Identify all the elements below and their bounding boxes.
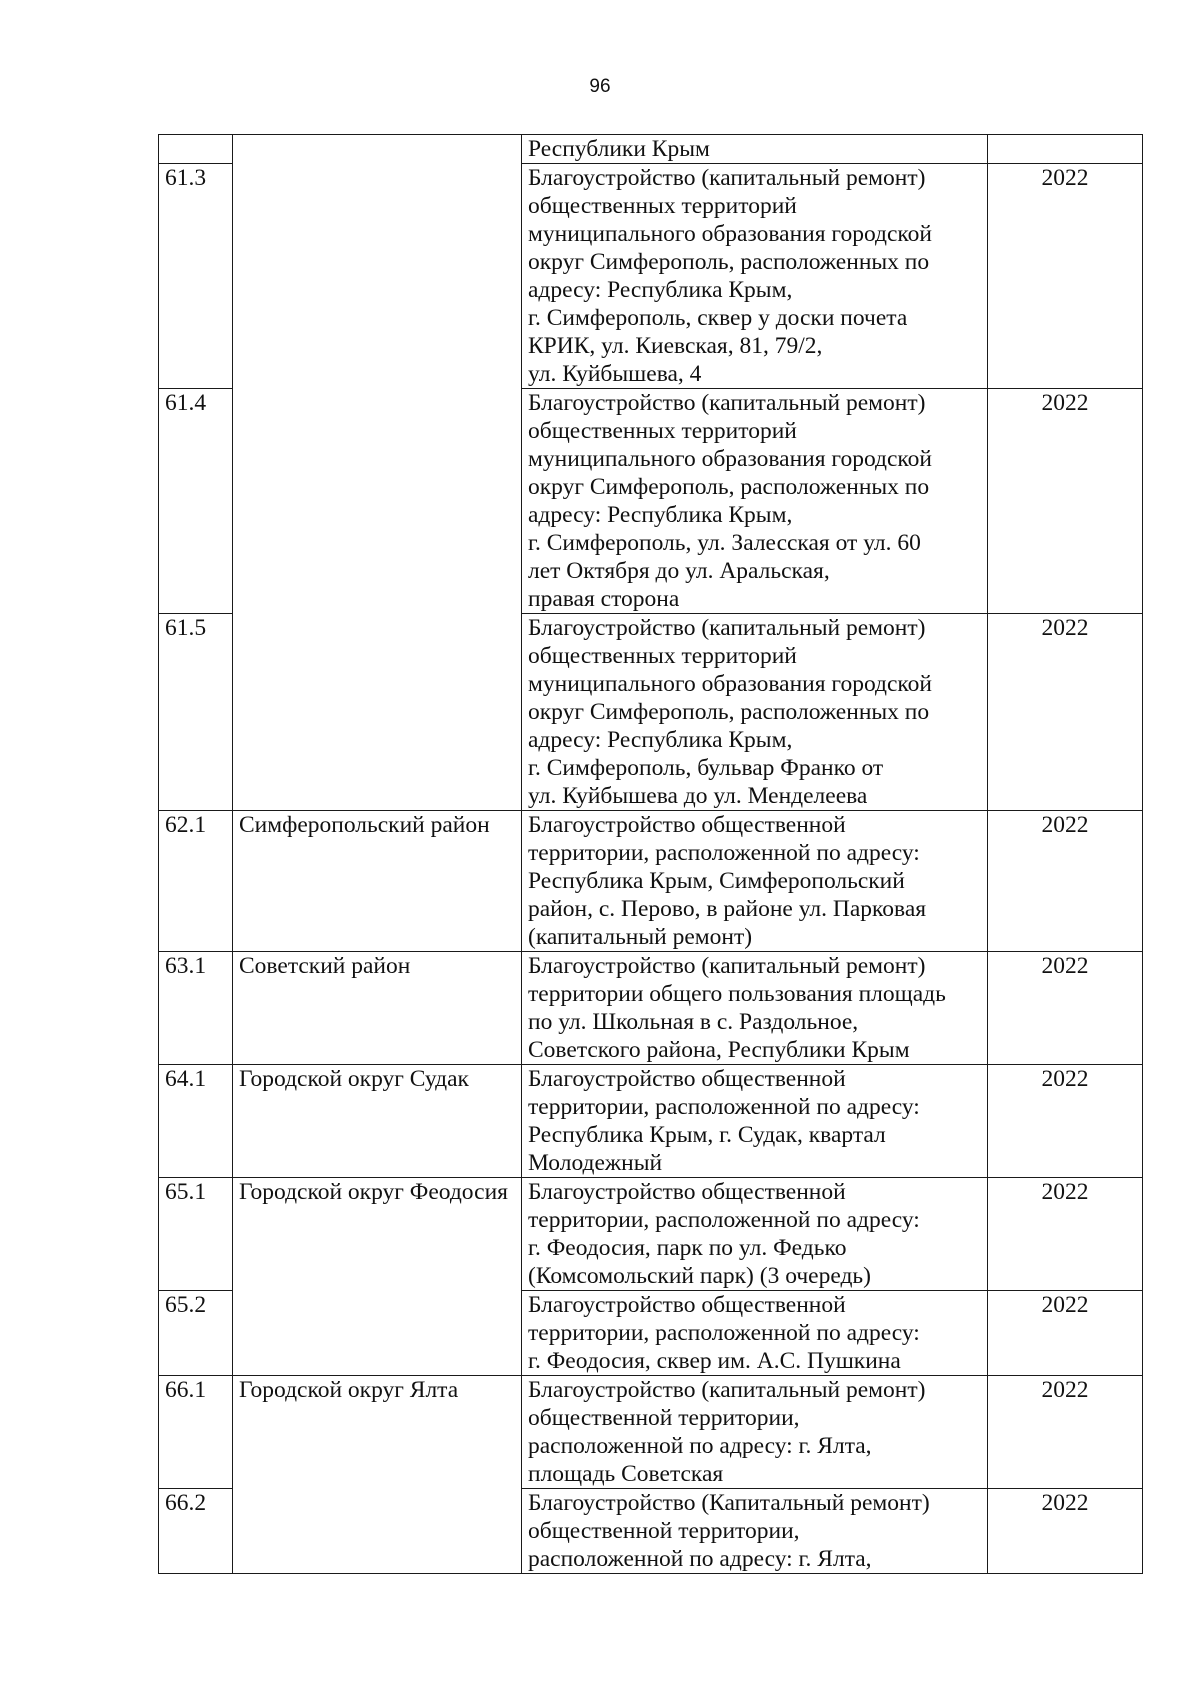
description-cell [522,1291,988,1376]
year-cell: 2022 [988,952,1143,1065]
description-line: муниципального образования городской [528,221,932,247]
row-number-cell: 62.1 [159,811,233,952]
page-number: 96 [589,76,611,97]
description-line: Республика Крым, г. Судак, квартал [528,1122,886,1148]
row-number-cell: 66.2 [159,1489,233,1574]
description-line: Благоустройство (капитальный ремонт) [528,390,926,416]
description-line: Советского района, Республики Крым [528,1037,910,1063]
district-cell: Советский район [233,952,522,1065]
row-number-cell: 61.5 [159,614,233,811]
year-cell: 2022 [988,389,1143,614]
description-line: Республика Крым, Симферопольский [528,868,905,894]
description-line: Благоустройство общественной [528,1066,846,1092]
description-line: г. Симферополь, бульвар Франко от [528,755,884,781]
description-line: Благоустройство (капитальный ремонт) [528,165,926,191]
district-cell: Симферопольский район [233,811,522,952]
year-cell: 2022 [988,1291,1143,1376]
description-line: правая сторона [528,586,680,612]
description-line: общественных территорий [528,418,797,444]
description-line: Благоустройство общественной [528,812,846,838]
table-row [159,952,1143,1065]
year-cell: 2022 [988,1376,1143,1489]
row-number-cell: 64.1 [159,1065,233,1178]
row-number-cell: 65.2 [159,1291,233,1376]
description-line: адресу: Республика Крым, [528,502,793,528]
description-line: общественных территорий [528,643,797,669]
description-line: Благоустройство (капитальный ремонт) [528,953,926,979]
description-line: территории, расположенной по адресу: [528,840,920,866]
description-line: Благоустройство (капитальный ремонт) [528,1377,926,1403]
description-line: муниципального образования городской [528,446,932,472]
description-line: расположенной по адресу: г. Ялта, [528,1546,872,1572]
year-cell: 2022 [988,1489,1143,1574]
row-number-cell: 65.1 [159,1178,233,1291]
description-line: Благоустройство общественной [528,1292,846,1318]
description-line: (капитальный ремонт) [528,924,753,950]
description-line: Молодежный [528,1150,663,1176]
description-line: КРИК, ул. Киевская, 81, 79/2, [528,333,823,359]
table-row [159,1376,1143,1489]
description-cell [522,164,988,389]
description-line: округ Симферополь, расположенных по [528,474,930,500]
description-line: Республики Крым [528,136,710,162]
row-number-cell: 61.4 [159,389,233,614]
table-row [159,1065,1143,1178]
description-line: ул. Куйбышева до ул. Менделеева [528,783,868,809]
description-line: общественных территорий [528,193,797,219]
description-cell [522,389,988,614]
district-cell: Городской округ Судак [233,1065,522,1178]
description-line: территории общего пользования площадь [528,981,946,1007]
table-body [159,135,1143,1574]
year-cell [988,135,1143,164]
description-line: г. Феодосия, парк по ул. Федько [528,1235,847,1261]
description-line: территории, расположенной по адресу: [528,1207,920,1233]
description-cell [522,1065,988,1178]
improvement-table [158,134,1143,1574]
description-cell [522,1376,988,1489]
description-line: адресу: Республика Крым, [528,277,793,303]
description-line: район, с. Перово, в районе ул. Парковая [528,896,927,922]
year-cell: 2022 [988,1065,1143,1178]
district-cell: Городской округ Феодосия [233,1178,522,1376]
description-line: г. Симферополь, сквер у доски почета [528,305,908,331]
description-line: округ Симферополь, расположенных по [528,699,930,725]
description-line: территории, расположенной по адресу: [528,1320,920,1346]
description-cell [522,1178,988,1291]
description-line: Благоустройство (капитальный ремонт) [528,615,926,641]
description-line: муниципального образования городской [528,671,932,697]
description-line: г. Симферополь, ул. Залесская от ул. 60 [528,530,921,556]
row-number-cell: 61.3 [159,164,233,389]
description-line: (Комсомольский парк) (3 очередь) [528,1263,871,1289]
description-line: Благоустройство (Капитальный ремонт) [528,1490,930,1516]
description-cell [522,811,988,952]
row-number-cell: 66.1 [159,1376,233,1489]
description-line: по ул. Школьная в с. Раздольное, [528,1009,859,1035]
description-cell [522,952,988,1065]
description-line: общественной территории, [528,1518,800,1544]
description-line: площадь Советская [528,1461,724,1487]
description-line: общественной территории, [528,1405,800,1431]
description-line: территории, расположенной по адресу: [528,1094,920,1120]
description-line: расположенной по адресу: г. Ялта, [528,1433,872,1459]
description-line: округ Симферополь, расположенных по [528,249,930,275]
district-cell: Городской округ Ялта [233,1376,522,1574]
table-row [159,135,1143,164]
row-number-cell: 63.1 [159,952,233,1065]
description-line: г. Феодосия, сквер им. А.С. Пушкина [528,1348,901,1374]
description-line: адресу: Республика Крым, [528,727,793,753]
row-number-cell [159,135,233,164]
description-line: ул. Куйбышева, 4 [528,361,702,387]
table-row [159,811,1143,952]
description-cell [522,614,988,811]
description-line: Благоустройство общественной [528,1179,846,1205]
year-cell: 2022 [988,1178,1143,1291]
year-cell: 2022 [988,164,1143,389]
description-cell [522,1489,988,1574]
year-cell: 2022 [988,614,1143,811]
description-line: лет Октября до ул. Аральская, [528,558,830,584]
table-row [159,1178,1143,1291]
description-cell [522,135,988,164]
district-cell [233,135,522,811]
year-cell: 2022 [988,811,1143,952]
